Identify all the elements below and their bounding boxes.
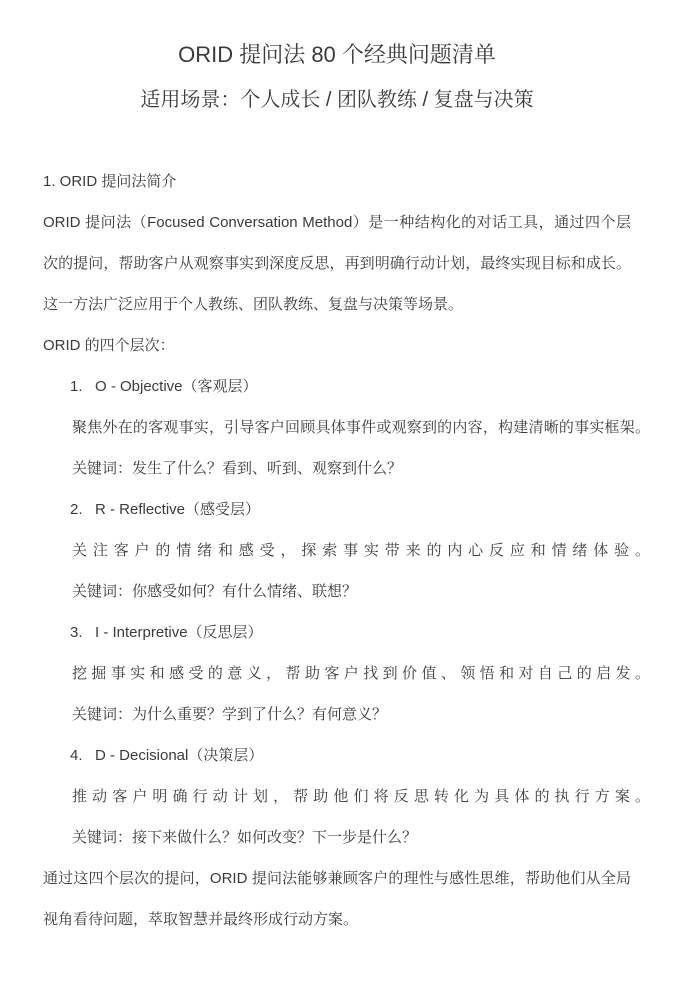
level-description: 聚焦外在的客观事实，引导客户回顾具体事件或观察到的内容，构建清晰的事实框架。	[72, 419, 650, 436]
list-label: D - Decisional（决策层）	[95, 747, 264, 764]
list-item-decisional	[70, 735, 650, 776]
list-item-interpretive	[70, 612, 650, 653]
level-keywords: 关键词：发生了什么？看到、听到、观察到什么？	[72, 460, 403, 477]
list-item-reflective	[70, 489, 650, 530]
level-description: 关注客户的情绪和感受，探索事实带来的内心反应和情绪体验。	[72, 542, 650, 559]
section-heading: 1. ORID 提问法简介	[43, 173, 177, 190]
list-label: O - Objective（客观层）	[95, 378, 258, 395]
document-body	[0, 161, 674, 940]
intro-paragraph: ORID 提问法（Focused Conversation Method）是一种结构化的对话工具，通过四个层次的提问，帮助客户从观察事实到深度反思，再到明确行动计划，最终实现目标和成长。这一方法广泛应用于个人教练、团队教练、复盘与决策等场景。	[43, 214, 631, 313]
list-label: I - Interpretive（反思层）	[95, 624, 263, 641]
level-keywords: 关键词：你感受如何？有什么情绪、联想？	[72, 583, 358, 600]
list-number: 4.	[70, 747, 83, 764]
level-keywords: 关键词：为什么重要？学到了什么？有何意义？	[72, 706, 388, 723]
level-description: 推动客户明确行动计划，帮助他们将反思转化为具体的执行方案。	[72, 788, 650, 805]
list-number: 3.	[70, 624, 83, 641]
list-number: 2.	[70, 501, 83, 518]
document-title: ORID 提问法 80 个经典问题清单	[178, 42, 496, 67]
document-subtitle: 适用场景：个人成长 / 团队教练 / 复盘与决策	[140, 89, 534, 111]
levels-intro: ORID 的四个层次：	[43, 337, 175, 354]
level-description: 挖掘事实和感受的意义，帮助客户找到价值、领悟和对自己的启发。	[72, 665, 650, 682]
closing-paragraph: 通过这四个层次的提问，ORID 提问法能够兼顾客户的理性与感性思维，帮助他们从全局视角看待问题，萃取智慧并最终形成行动方案。	[43, 870, 631, 928]
list-item-objective	[70, 366, 650, 407]
level-keywords: 关键词：接下来做什么？如何改变？下一步是什么？	[72, 829, 418, 846]
list-label: R - Reflective（感受层）	[95, 501, 261, 518]
list-number: 1.	[70, 378, 83, 395]
